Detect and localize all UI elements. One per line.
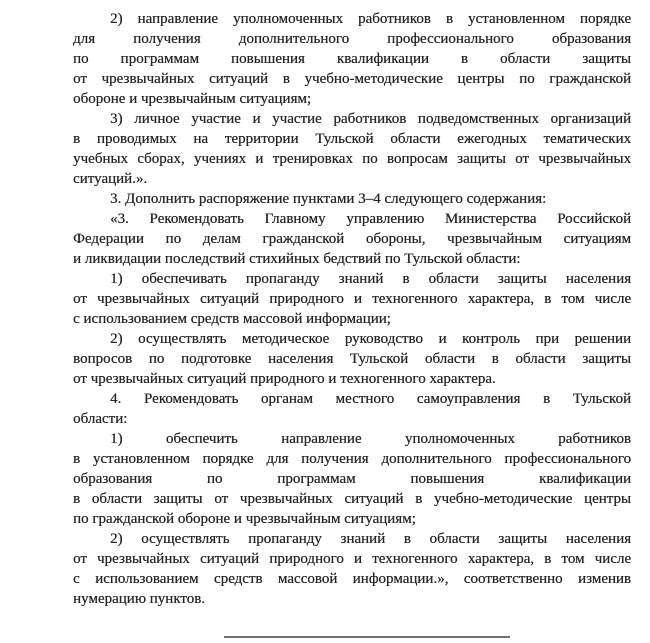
text-line: с использованием средств массовой информации.», соответственно изменив [73,571,631,587]
paragraph [73,109,631,189]
paragraph [73,9,631,109]
text-line: в установленном порядке для получения дополнительного профессионального [73,451,631,467]
text-line: нумерацию пунктов. [73,591,205,607]
text-line: 4. Рекомендовать органам местного самоуправления в Тульской [110,391,631,407]
paragraph [73,209,631,269]
text-line: с использованием средств массовой информации; [73,311,391,327]
text-line: образования по программам повышения квалификации [73,471,631,487]
paragraph [73,329,631,389]
paragraph [73,269,631,329]
text-line: ситуаций.». [73,171,148,187]
text-line: по гражданской обороне и чрезвычайным ситуациям; [73,511,416,527]
text-line: 3. Дополнить распоряжение пунктами 3–4 следующего содержания: [110,191,547,207]
footer-separator-line [224,636,510,638]
text-line: 2) осуществлять пропаганду знаний в области защиты населения [110,531,631,547]
paragraph [73,529,631,609]
text-line: учебных сборах, учениях и тренировках по вопросам защиты от чрезвычайных [73,151,631,167]
text-line: от чрезвычайных ситуаций природного и техногенного характера. [73,371,496,387]
text-line: в проводимых на территории Тульской области ежегодных тематических [73,131,631,147]
document-body [73,9,631,609]
paragraph [73,189,631,209]
text-line: «3. Рекомендовать Главному управлению Министерства Российской [110,211,631,227]
text-line: от чрезвычайных ситуаций природного и техногенного характера, в том числе [73,291,631,307]
paragraph [73,429,631,529]
text-line: для получения дополнительного профессионального образования [73,31,631,47]
text-line: 2) осуществлять методическое руководство и контроль при решении [110,331,631,347]
text-line: 2) направление уполномоченных работников в установленном порядке [110,11,631,27]
text-line: от чрезвычайных ситуаций в учебно-методические центры по гражданской [73,71,631,87]
text-line: Федерации по делам гражданской обороны, чрезвычайным ситуациям [73,231,631,247]
text-line: области: [73,411,128,427]
text-line: от чрезвычайных ситуаций природного и техногенного характера, в том числе [73,551,631,567]
text-line: и ликвидации последствий стихийных бедствий по Тульской области: [73,251,521,267]
paragraph [73,389,631,429]
text-line: вопросов по подготовке населения Тульской области в области защиты [73,351,631,367]
text-line: 3) личное участие и участие работников подведомственных организаций [110,111,631,127]
text-line: обороне и чрезвычайным ситуациям; [73,91,312,107]
text-line: 1) обеспечивать пропаганду знаний в области защиты населения [110,271,631,287]
text-line: в области защиты от чрезвычайных ситуаций в учебно-методические центры [73,491,631,507]
text-line: по программам повышения квалификации в области защиты [73,51,631,67]
text-line: 1) обеспечить направление уполномоченных работников [110,431,631,447]
